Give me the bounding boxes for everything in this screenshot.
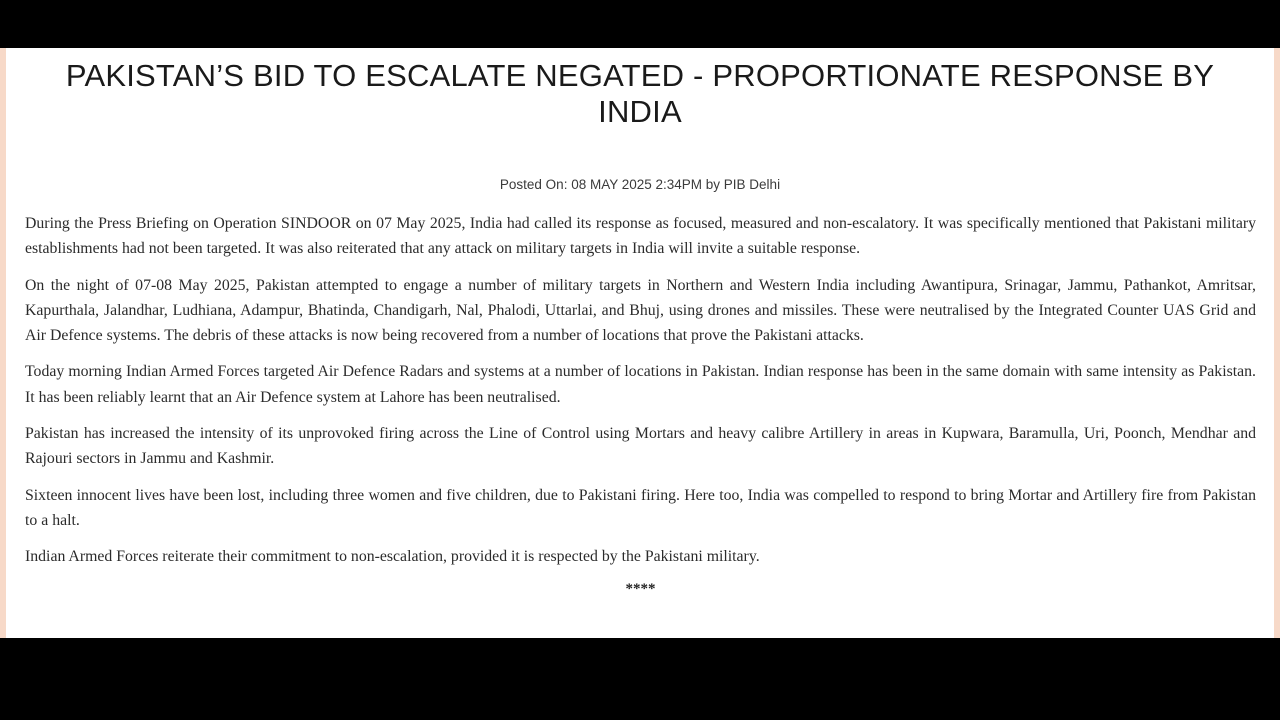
end-separator: **** (625, 580, 656, 597)
page-title: PAKISTAN’S BID TO ESCALATE NEGATED - PROPORTIONATE RESPONSE BY INDIA (65, 58, 1215, 129)
page-border (0, 48, 1280, 638)
posted-date: Posted On: 08 MAY 2025 2:34PM by PIB Delhi (499, 177, 781, 192)
paragraph-3: Today morning Indian Armed Forces targeted Air Defence Radars and systems at a number of locations in Pakistan. Indian response has been in the same domain with same intensity as Pakistan. It has been reliably learnt that an Air Defence system at Lahore has been neutralised. (25, 363, 1256, 406)
paragraph-6: Indian Armed Forces reiterate their commitment to non-escalation, provided it is respected by the Pakistani military. (25, 548, 760, 566)
paragraph-5: Sixteen innocent lives have been lost, including three women and five children, due to Pakistani firing. Here too, India was compelled to respond to bring Mortar and Artillery fire from Pakistan to a halt. (25, 486, 1256, 529)
article-body (6, 211, 1274, 598)
paragraph-2: On the night of 07-08 May 2025, Pakistan attempted to engage a number of military targets in Northern and Western India including Awantipura, Srinagar, Jammu, Pathankot, Amritsar, Kapurthala, Jalandhar, Ludhiana, Adampur, Bhatinda, Chandigarh, Nal, Phalodi, Uttarlai, and Bhuj, using drones and missiles. These were neutralised by the Integrated Counter UAS Grid and Air Defence systems. The debris of these attacks is now being recovered from a number of locations that prove the Pakistani attacks. (25, 276, 1256, 345)
paragraph-4: Pakistan has increased the intensity of its unprovoked firing across the Line of Control using Mortars and heavy calibre Artillery in areas in Kupwara, Baramulla, Uri, Poonch, Mendhar and Rajouri sectors in Jammu and Kashmir. (25, 425, 1256, 468)
press-release-page (6, 48, 1274, 638)
paragraph-1: During the Press Briefing on Operation SINDOOR on 07 May 2025, India had called its response as focused, measured and non-escalatory. It was specifically mentioned that Pakistani military establishments had not been targeted. It was also reiterated that any attack on military targets in India will invite a suitable response. (25, 215, 1256, 258)
